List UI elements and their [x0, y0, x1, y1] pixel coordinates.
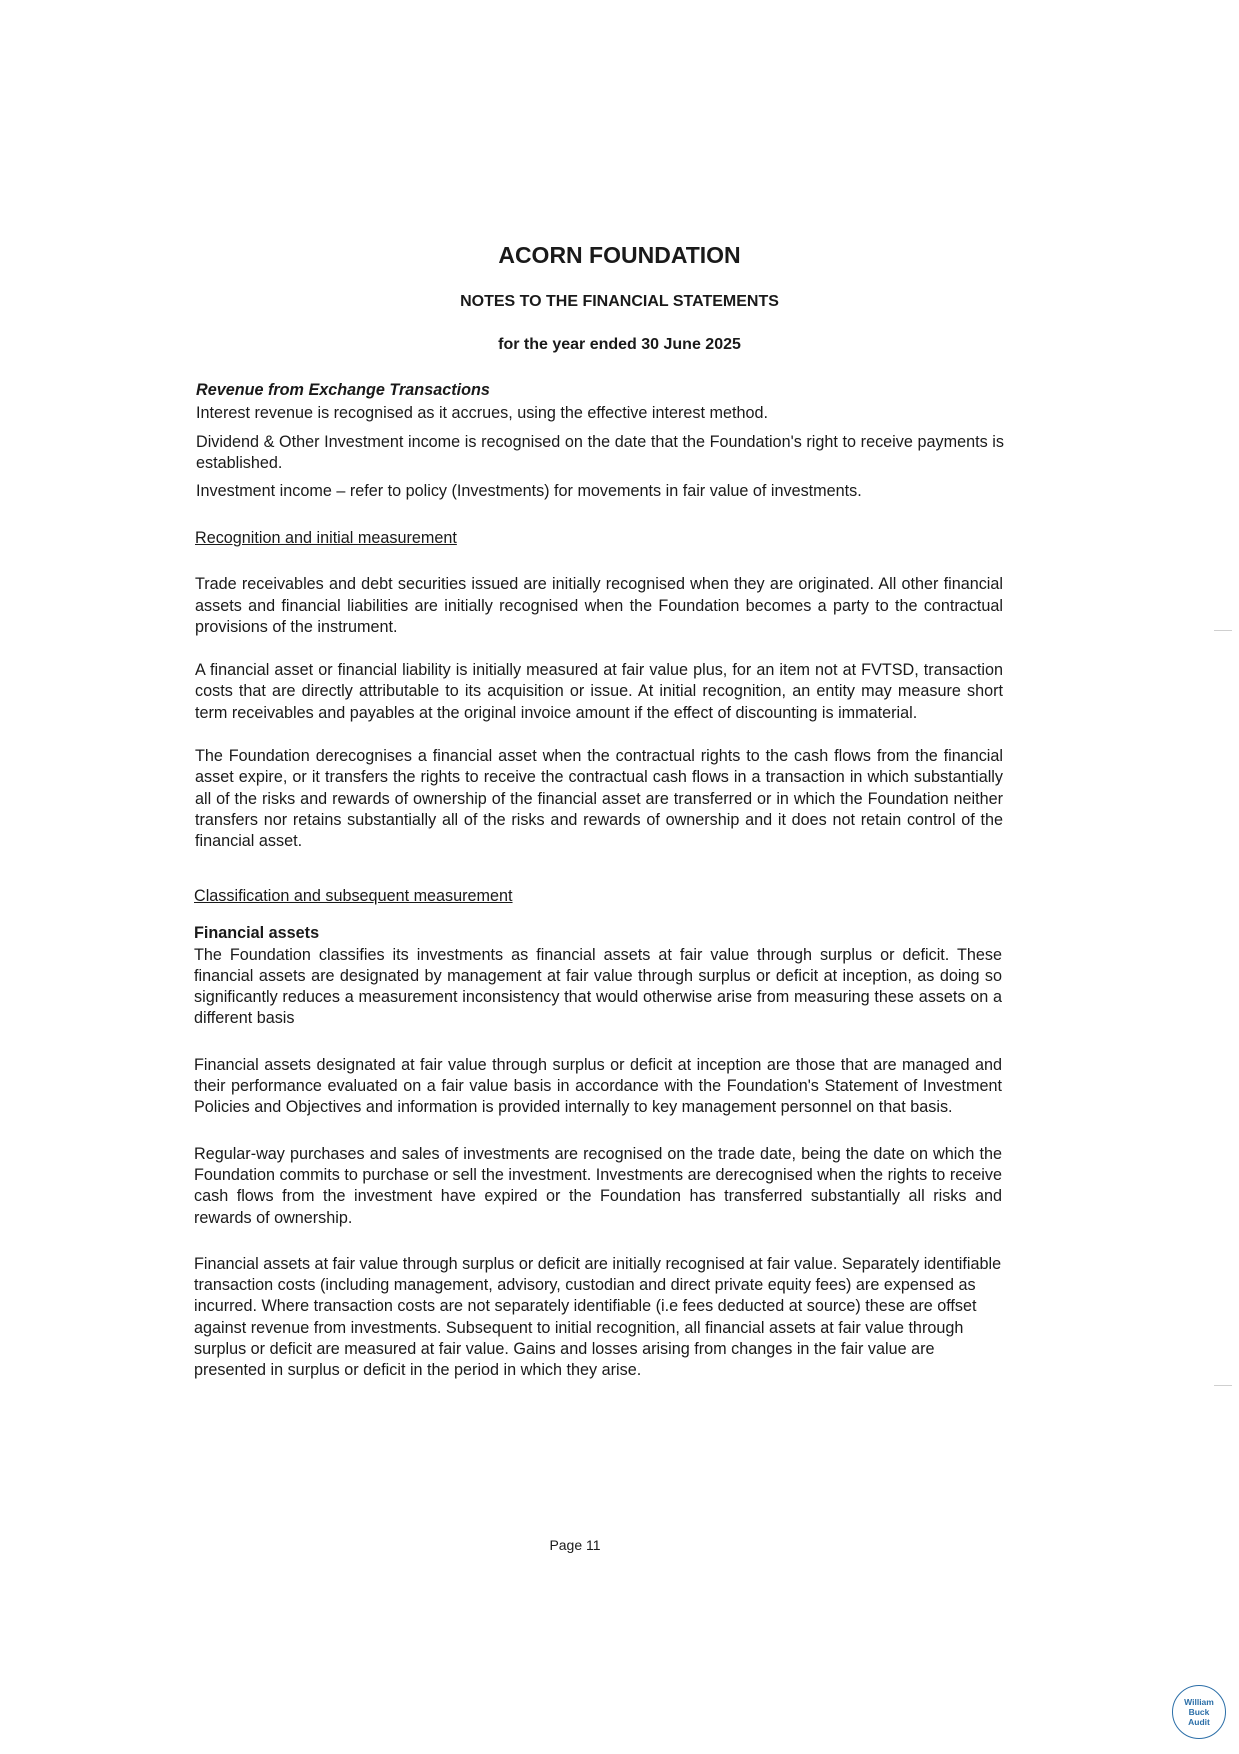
classification-heading: Classification and subsequent measurement [194, 887, 513, 905]
audit-stamp-seal [1172, 1685, 1226, 1739]
reporting-period: for the year ended 30 June 2025 [498, 336, 741, 353]
revenue-heading: Revenue from Exchange Transactions [196, 381, 490, 399]
revenue-paragraph-dividend: Dividend & Other Investment income is recognised on the date that the Foundation's right to receive payments is established. [196, 432, 1004, 472]
recognition-paragraph-1: Trade receivables and debt securities issued are initially recognised when they are originated. All other financial assets and financial liabilities are initially recognised when the Foundation becomes a party to the contractual provisions of the instrument. [195, 575, 1003, 636]
classification-section [194, 886, 1002, 1382]
recognition-paragraph-3: The Foundation derecognises a financial asset when the contractual rights to the cash flows from the financial asset expire, or it transfers the rights to receive the contractual cash flows in a transaction in which substantially all of the risks and rewards of ownership of the financial asset are transferred or in which the Foundation neither transfers nor retains substantially all of the risks and rewards of ownership and it does not retain control of the financial asset. [195, 747, 1003, 851]
revenue-paragraph-interest: Interest revenue is recognised as it accrues, using the effective interest method. [196, 404, 768, 423]
document-subtitle: NOTES TO THE FINANCIAL STATEMENTS [460, 293, 779, 310]
financial-assets-subheading: Financial assets [194, 924, 320, 943]
classification-paragraph-3: Regular-way purchases and sales of investments are recognised on the trade date, being the date on which the Foundation commits to purchase or sell the investment. Investments are derecognised when the rights to receive cash flows from the investment have expired or the Foundation has transferred substantially all risks and rewards of ownership. [194, 1144, 1002, 1227]
stamp-line-3: Audit [1188, 1717, 1210, 1727]
classification-paragraph-4: Financial assets at fair value through surplus or deficit are initially recognised at fair value. Separately identifiable transaction costs (including management, advisory, custodian and direct private equity fees) are expensed as incurred. Where transaction costs are not separately identifiable (i.e fees deducted at source) these are offset against revenue from investments. Subsequent to initial recognition, all financial assets at fair value through surplus or deficit are measured at fair value. Gains and losses arising from changes in the fair value are presented in surplus or deficit in the period in which they arise. [194, 1254, 1002, 1380]
classification-paragraph-2: Financial assets designated at fair value through surplus or deficit at inception are those that are managed and their performance evaluated on a fair value basis in accordance with the Foundation's Statement of Investment Policies and Objectives and information is provided internally to key management personnel on that basis. [194, 1055, 1002, 1117]
recognition-paragraph-2: A financial asset or financial liability is initially measured at fair value plus, for an item not at FVTSD, transaction costs that are directly attributable to its acquisition or issue. At initial recognition, an entity may measure short term receivables and payables at the original invoice amount if the effect of discounting is immaterial. [195, 661, 1003, 722]
classification-paragraph-1: The Foundation classifies its investments as financial assets at fair value through surplus or deficit. These financial assets are designated by management at fair value through surplus or deficit at inception, as doing so significantly reduces a measurement inconsistency that would otherwise arise from measuring these assets on a different basis [194, 945, 1002, 1028]
stamp-line-2: Buck [1188, 1707, 1210, 1717]
revenue-paragraph-investment: Investment income – refer to policy (Investments) for movements in fair value of investments. [196, 482, 862, 501]
recognition-heading: Recognition and initial measurement [195, 529, 457, 547]
scan-speck [1214, 1385, 1232, 1386]
scan-speck [1214, 630, 1232, 631]
recognition-section [195, 528, 1003, 853]
organization-title: ACORN FOUNDATION [498, 242, 741, 268]
revenue-section [196, 380, 1004, 502]
page-number: Page 11 [549, 1537, 601, 1553]
stamp-line-1: William [1184, 1697, 1214, 1707]
